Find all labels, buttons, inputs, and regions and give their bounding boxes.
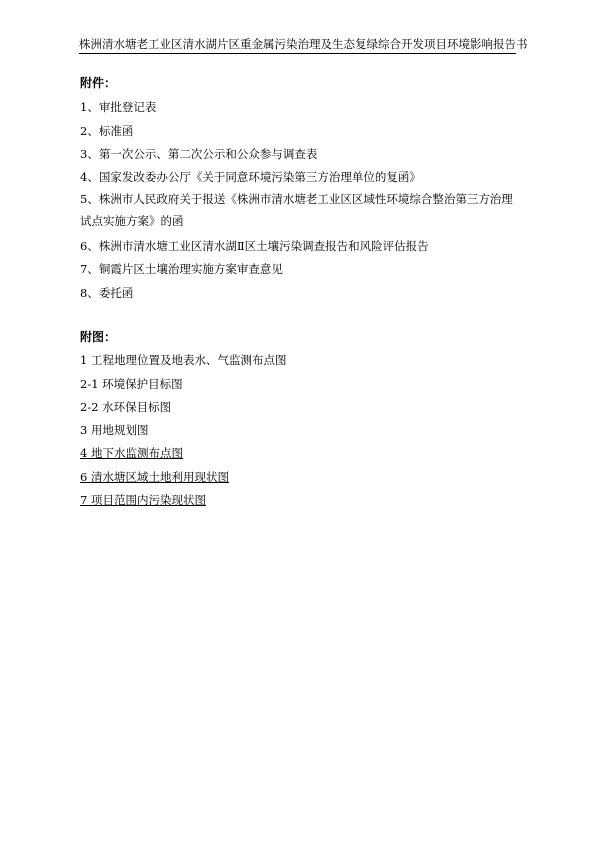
figure-link-7[interactable]: 7 项目范围内污染现状图 <box>80 493 206 507</box>
attachment-item-2: 2、标准函 <box>80 124 134 138</box>
attachment-item-1: 1、审批登记表 <box>80 100 157 114</box>
header-rule <box>79 53 516 54</box>
attachment-item-5: 5、株洲市人民政府关于报送《株洲市清水塘老工业区区域性环境综合整治第三方治理试点实施方案》的函 <box>80 192 513 228</box>
figure-link-6[interactable]: 6 清水塘区域土地利用现状图 <box>80 470 229 484</box>
attachment-item-8: 8、委托函 <box>80 286 134 300</box>
figure-item-3: 3 用地规划图 <box>80 423 149 437</box>
attachments-title: 附件： <box>80 76 117 90</box>
attachment-item-4: 4、国家发改委办公厅《关于同意环境污染第三方治理单位的复函》 <box>80 170 421 184</box>
figure-item-2-1: 2-1 环境保护目标图 <box>80 377 183 391</box>
document-header: 株洲清水塘老工业区清水湖片区重金属污染治理及生态复绿综合开发项目环境影响报告书 <box>79 37 528 51</box>
figures-title: 附图： <box>80 330 117 344</box>
attachment-item-7: 7、铜霞片区土壤治理实施方案审查意见 <box>80 262 283 276</box>
figure-item-2-2: 2-2 水环保目标图 <box>80 400 172 414</box>
figure-link-4[interactable]: 4 地下水监测布点图 <box>80 446 183 460</box>
attachment-item-6: 6、株洲市清水塘工业区清水湖Ⅱ区土壤污染调查报告和风险评估报告 <box>80 239 429 253</box>
figure-item-1: 1 工程地理位置及地表水、气监测布点图 <box>80 353 287 367</box>
attachment-item-3: 3、第一次公示、第二次公示和公众参与调查表 <box>80 147 318 161</box>
